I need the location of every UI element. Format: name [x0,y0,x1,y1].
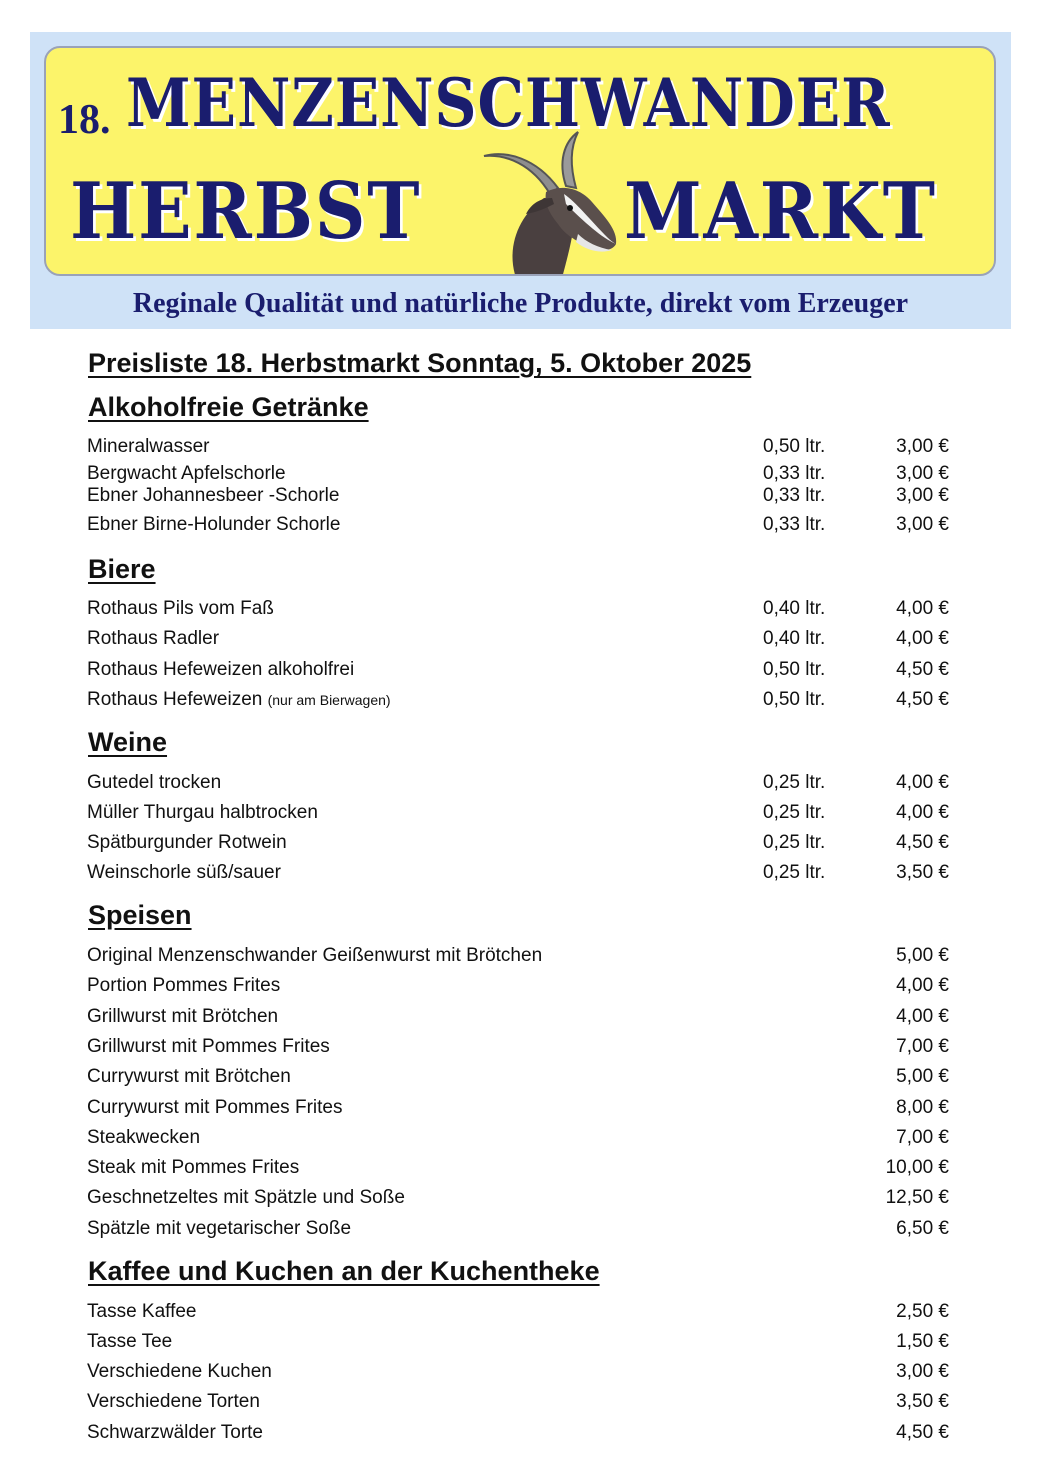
item-volume: 0,50 ltr. [763,659,826,680]
banner-title-box [44,46,996,276]
item-price: 10,00 € [885,1157,949,1178]
list-item [87,1064,949,1090]
item-volume: 0,40 ltr. [763,598,826,619]
item-price: 8,00 € [896,1097,949,1118]
item-price: 4,50 € [896,689,949,710]
item-name: Ebner Johannesbeer -Schorle [87,485,340,506]
item-name: Müller Thurgau halbtrocken [87,802,318,823]
item-name: Gutedel trocken [87,772,222,793]
item-volume: 0,25 ltr. [763,802,826,823]
item-name: Verschiedene Kuchen [87,1361,272,1382]
banner-tagline: Reginale Qualität und natürliche Produkte, direkt vom Erzeuger [132,288,909,319]
item-name: Original Menzenschwander Geißenwurst mit Brötchen [87,945,543,966]
list-item [87,434,949,460]
section-heading-speisen: Speisen [88,900,192,930]
item-name: Tasse Tee [87,1331,173,1352]
item-price: 5,00 € [896,945,949,966]
item-name: Schwarzwälder Torte [87,1422,264,1443]
item-price: 2,50 € [896,1301,949,1322]
item-price: 4,00 € [896,628,949,649]
section-heading-kaffee-und-kuchen: Kaffee und Kuchen an der Kuchentheke [88,1256,600,1286]
list-item [87,687,949,713]
item-name: Grillwurst mit Brötchen [87,1006,279,1027]
item-price: 3,00 € [896,436,949,457]
item-price: 3,50 € [896,862,949,883]
list-item [87,1299,949,1325]
item-price: 4,50 € [896,659,949,680]
item-name: Currywurst mit Pommes Frites [87,1097,343,1118]
item-volume: 0,50 ltr. [763,436,826,457]
item-price: 3,00 € [896,514,949,535]
item-price: 3,00 € [896,485,949,506]
item-name: Verschiedene Torten [87,1391,260,1412]
banner-title-line1: MENZENSCHWANDER [126,64,891,142]
section-heading-weine: Weine [88,727,168,757]
item-price: 5,00 € [896,1066,949,1087]
item-name: Portion Pommes Frites [87,975,281,996]
list-item [87,830,949,856]
item-name: Rothaus Radler [87,628,220,649]
item-name: Spätburgunder Rotwein [87,832,287,853]
item-name: Weinschorle süß/sauer [87,862,281,883]
item-price: 4,00 € [896,1006,949,1027]
item-name: Spätzle mit vegetarischer Soße [87,1218,352,1239]
list-item [87,943,949,969]
item-volume: 0,25 ltr. [763,772,826,793]
item-price: 4,50 € [896,832,949,853]
item-volume: 0,40 ltr. [763,628,826,649]
list-item [87,1095,949,1121]
item-price: 12,50 € [885,1187,949,1208]
list-item [87,1155,949,1181]
item-price: 4,00 € [896,975,949,996]
list-item [87,1185,949,1211]
item-price: 3,50 € [896,1391,949,1412]
section-heading-alkoholfreie-getraenke: Alkoholfreie Getränke [88,392,369,422]
list-item [87,1329,949,1355]
item-name: Rothaus Hefeweizen alkoholfrei [87,659,355,680]
item-price: 3,00 € [896,1361,949,1382]
list-item [87,860,949,886]
item-volume: 0,33 ltr. [763,485,826,506]
goat-head-icon [466,128,626,276]
item-price: 4,00 € [896,802,949,823]
banner-title-markt: MARKT [624,166,937,257]
list-item [87,1359,949,1385]
item-name [87,687,391,713]
item-price: 7,00 € [896,1127,949,1148]
list-item [87,626,949,652]
item-price: 4,00 € [896,772,949,793]
item-note: (nur am Bierwagen) [267,692,391,708]
item-name: Rothaus Pils vom Faß [87,598,274,619]
list-item [87,1420,949,1446]
item-name: Bergwacht Apfelschorle [87,463,286,484]
item-price: 1,50 € [896,1331,949,1352]
item-name: Ebner Birne-Holunder Schorle [87,514,341,535]
list-item [87,512,949,538]
item-name: Tasse Kaffee [87,1301,197,1322]
item-price: 7,00 € [896,1036,949,1057]
item-volume: 0,33 ltr. [763,514,826,535]
item-volume: 0,33 ltr. [763,463,826,484]
banner-title-herbst: HERBST [70,166,422,257]
list-item [87,483,949,509]
list-item [87,657,949,683]
banner-edition: 18. [58,97,111,143]
item-price: 6,50 € [896,1218,949,1239]
list-item [87,596,949,622]
item-price: 4,50 € [896,1422,949,1443]
list-item [87,800,949,826]
item-volume: 0,50 ltr. [763,689,826,710]
item-volume: 0,25 ltr. [763,862,826,883]
item-name: Steak mit Pommes Frites [87,1157,300,1178]
list-item [87,973,949,999]
list-item [87,770,949,796]
page-title: Preisliste 18. Herbstmarkt Sonntag, 5. Oktober 2025 [88,348,752,378]
list-item [87,1389,949,1415]
list-item [87,1034,949,1060]
section-heading-biere: Biere [88,554,156,584]
item-name: Grillwurst mit Pommes Frites [87,1036,330,1057]
list-item [87,1216,949,1242]
list-item [87,1125,949,1151]
event-banner [30,32,1011,329]
item-name: Mineralwasser [87,436,210,457]
item-price: 4,00 € [896,598,949,619]
item-volume: 0,25 ltr. [763,832,826,853]
item-price: 3,00 € [896,463,949,484]
list-item [87,1004,949,1030]
item-name: Steakwecken [87,1127,201,1148]
item-name: Currywurst mit Brötchen [87,1066,291,1087]
item-name: Geschnetzeltes mit Spätzle und Soße [87,1187,405,1208]
item-name-text: Rothaus Hefeweizen [87,689,263,710]
